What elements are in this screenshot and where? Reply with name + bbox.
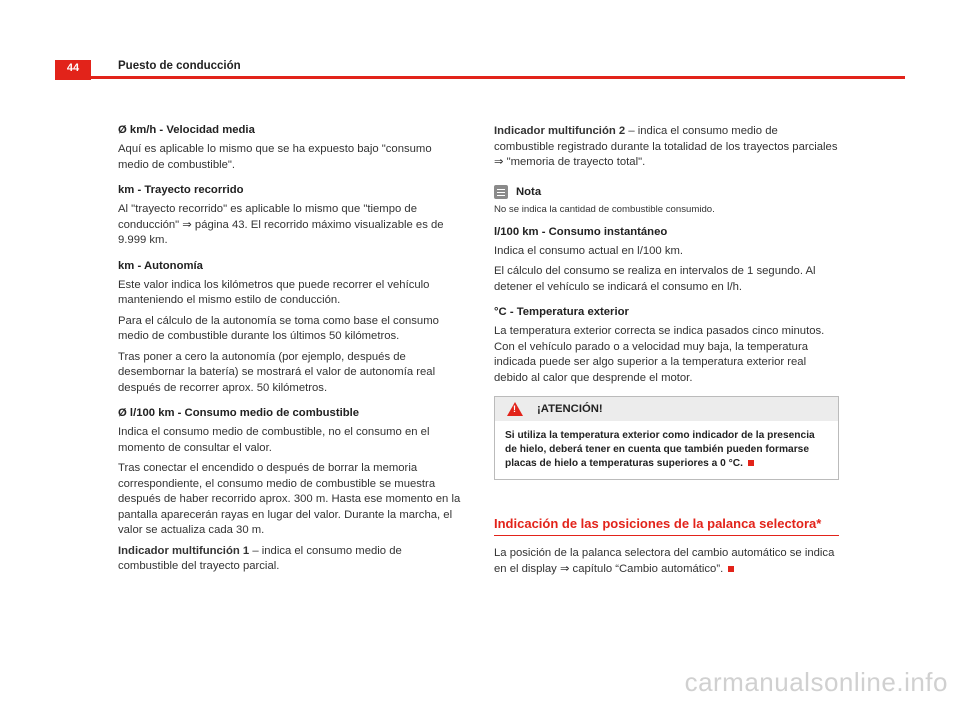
note-icon — [494, 185, 508, 199]
paragraph: Al "trayecto recorrido" es aplicable lo mismo que "tiempo de conducción" ⇒ página 43. El recorrido máximo visualizable es de 9.999 km. — [118, 203, 444, 246]
paragraph: Para el cálculo de la autonomía se toma como base el consumo medio de combustible durante los últimos 50 kilómetros. — [118, 314, 439, 342]
paragraph: La temperatura exterior correcta se indica pasados cinco minutos. Con el vehículo parado o a velocidad muy baja, la temperatura indicada puede ser algo superior a la temperatura exterior real debido al calor que desprende el motor. — [494, 325, 825, 384]
warning-triangle-icon — [507, 402, 523, 416]
paragraph — [494, 546, 839, 577]
paragraph: Indica el consumo medio de combustible, no el consumo en el momento de consultar el valor. — [118, 426, 430, 454]
note-text: No se indica la cantidad de combustible consumido. — [494, 203, 715, 215]
inline-text: – indica el consumo medio de combustible del trayecto parcial. — [118, 544, 402, 572]
paragraph: Aquí es aplicable lo mismo que se ha expuesto bajo "consumo medio de combustible". — [118, 143, 432, 171]
paragraph — [494, 124, 839, 171]
warning-header — [495, 397, 838, 421]
watermark: carmanualsonline.info — [684, 667, 948, 697]
note-title: Nota — [516, 185, 542, 198]
section-heading: l/100 km - Consumo instantáneo — [494, 225, 668, 238]
section-heading: Ø l/100 km - Consumo medio de combustible — [118, 407, 360, 419]
warning-body — [495, 421, 838, 479]
section-title: Indicación de las posiciones de la palanca selectora* — [494, 516, 839, 536]
warning-text: Si utiliza la temperatura exterior como indicador de la presencia de hielo, deberá tener en cuenta que también pueden formarse placas de hielo a temperaturas superiores a 0 °C. — [505, 430, 815, 469]
section-heading: Ø km/h - Velocidad media — [118, 124, 255, 136]
inline-text: – indica el consumo medio de combustible registrado durante la totalidad de los trayectos parciales ⇒ "memoria de trayecto total". — [494, 125, 838, 168]
section-heading: km - Trayecto recorrido — [118, 184, 244, 196]
section-text: La posición de la palanca selectora del cambio automático se indica en el display ⇒ capítulo “Cambio automático”. — [494, 547, 835, 575]
right-column — [494, 124, 839, 582]
page-number: 44 — [55, 60, 91, 80]
inline-heading: Indicador multifunción 1 — [118, 544, 250, 557]
warning-title: ¡ATENCIÓN! — [537, 403, 603, 415]
warning-box — [494, 396, 839, 480]
end-marker-icon — [728, 566, 734, 572]
paragraph: Indica el consumo actual en l/100 km. — [494, 244, 684, 257]
paragraph: Este valor indica los kilómetros que puede recorrer el vehículo manteniendo el mismo estilo de conducción. — [118, 278, 430, 306]
paragraph: Tras conectar el encendido o después de borrar la memoria correspondiente, el consumo medio de combustible se muestra después de haber recorrido aprox. 300 m. Hasta ese momento en la pantalla aparecerán rayas en lugar del valor. Durante la marcha, el valor se actualiza cada 30 m. — [118, 462, 461, 536]
section-heading: °C - Temperatura exterior — [494, 306, 629, 318]
inline-heading: Indicador multifunción 2 — [494, 125, 626, 137]
paragraph: El cálculo del consumo se realiza en intervalos de 1 segundo. Al detener el vehículo se indicará el consumo en l/h. — [494, 265, 816, 293]
paragraph — [118, 544, 463, 575]
end-marker-icon — [748, 460, 754, 466]
left-column — [118, 124, 463, 580]
page-header-title: Puesto de conducción — [118, 60, 241, 72]
section-heading: km - Autonomía — [118, 259, 203, 272]
paragraph: Tras poner a cero la autonomía (por ejemplo, después de desembornar la batería) se mostrará el valor de autonomía real después de recorrer aprox. 50 kilómetros. — [118, 350, 436, 394]
note-header — [494, 185, 839, 199]
header-divider — [55, 76, 905, 79]
